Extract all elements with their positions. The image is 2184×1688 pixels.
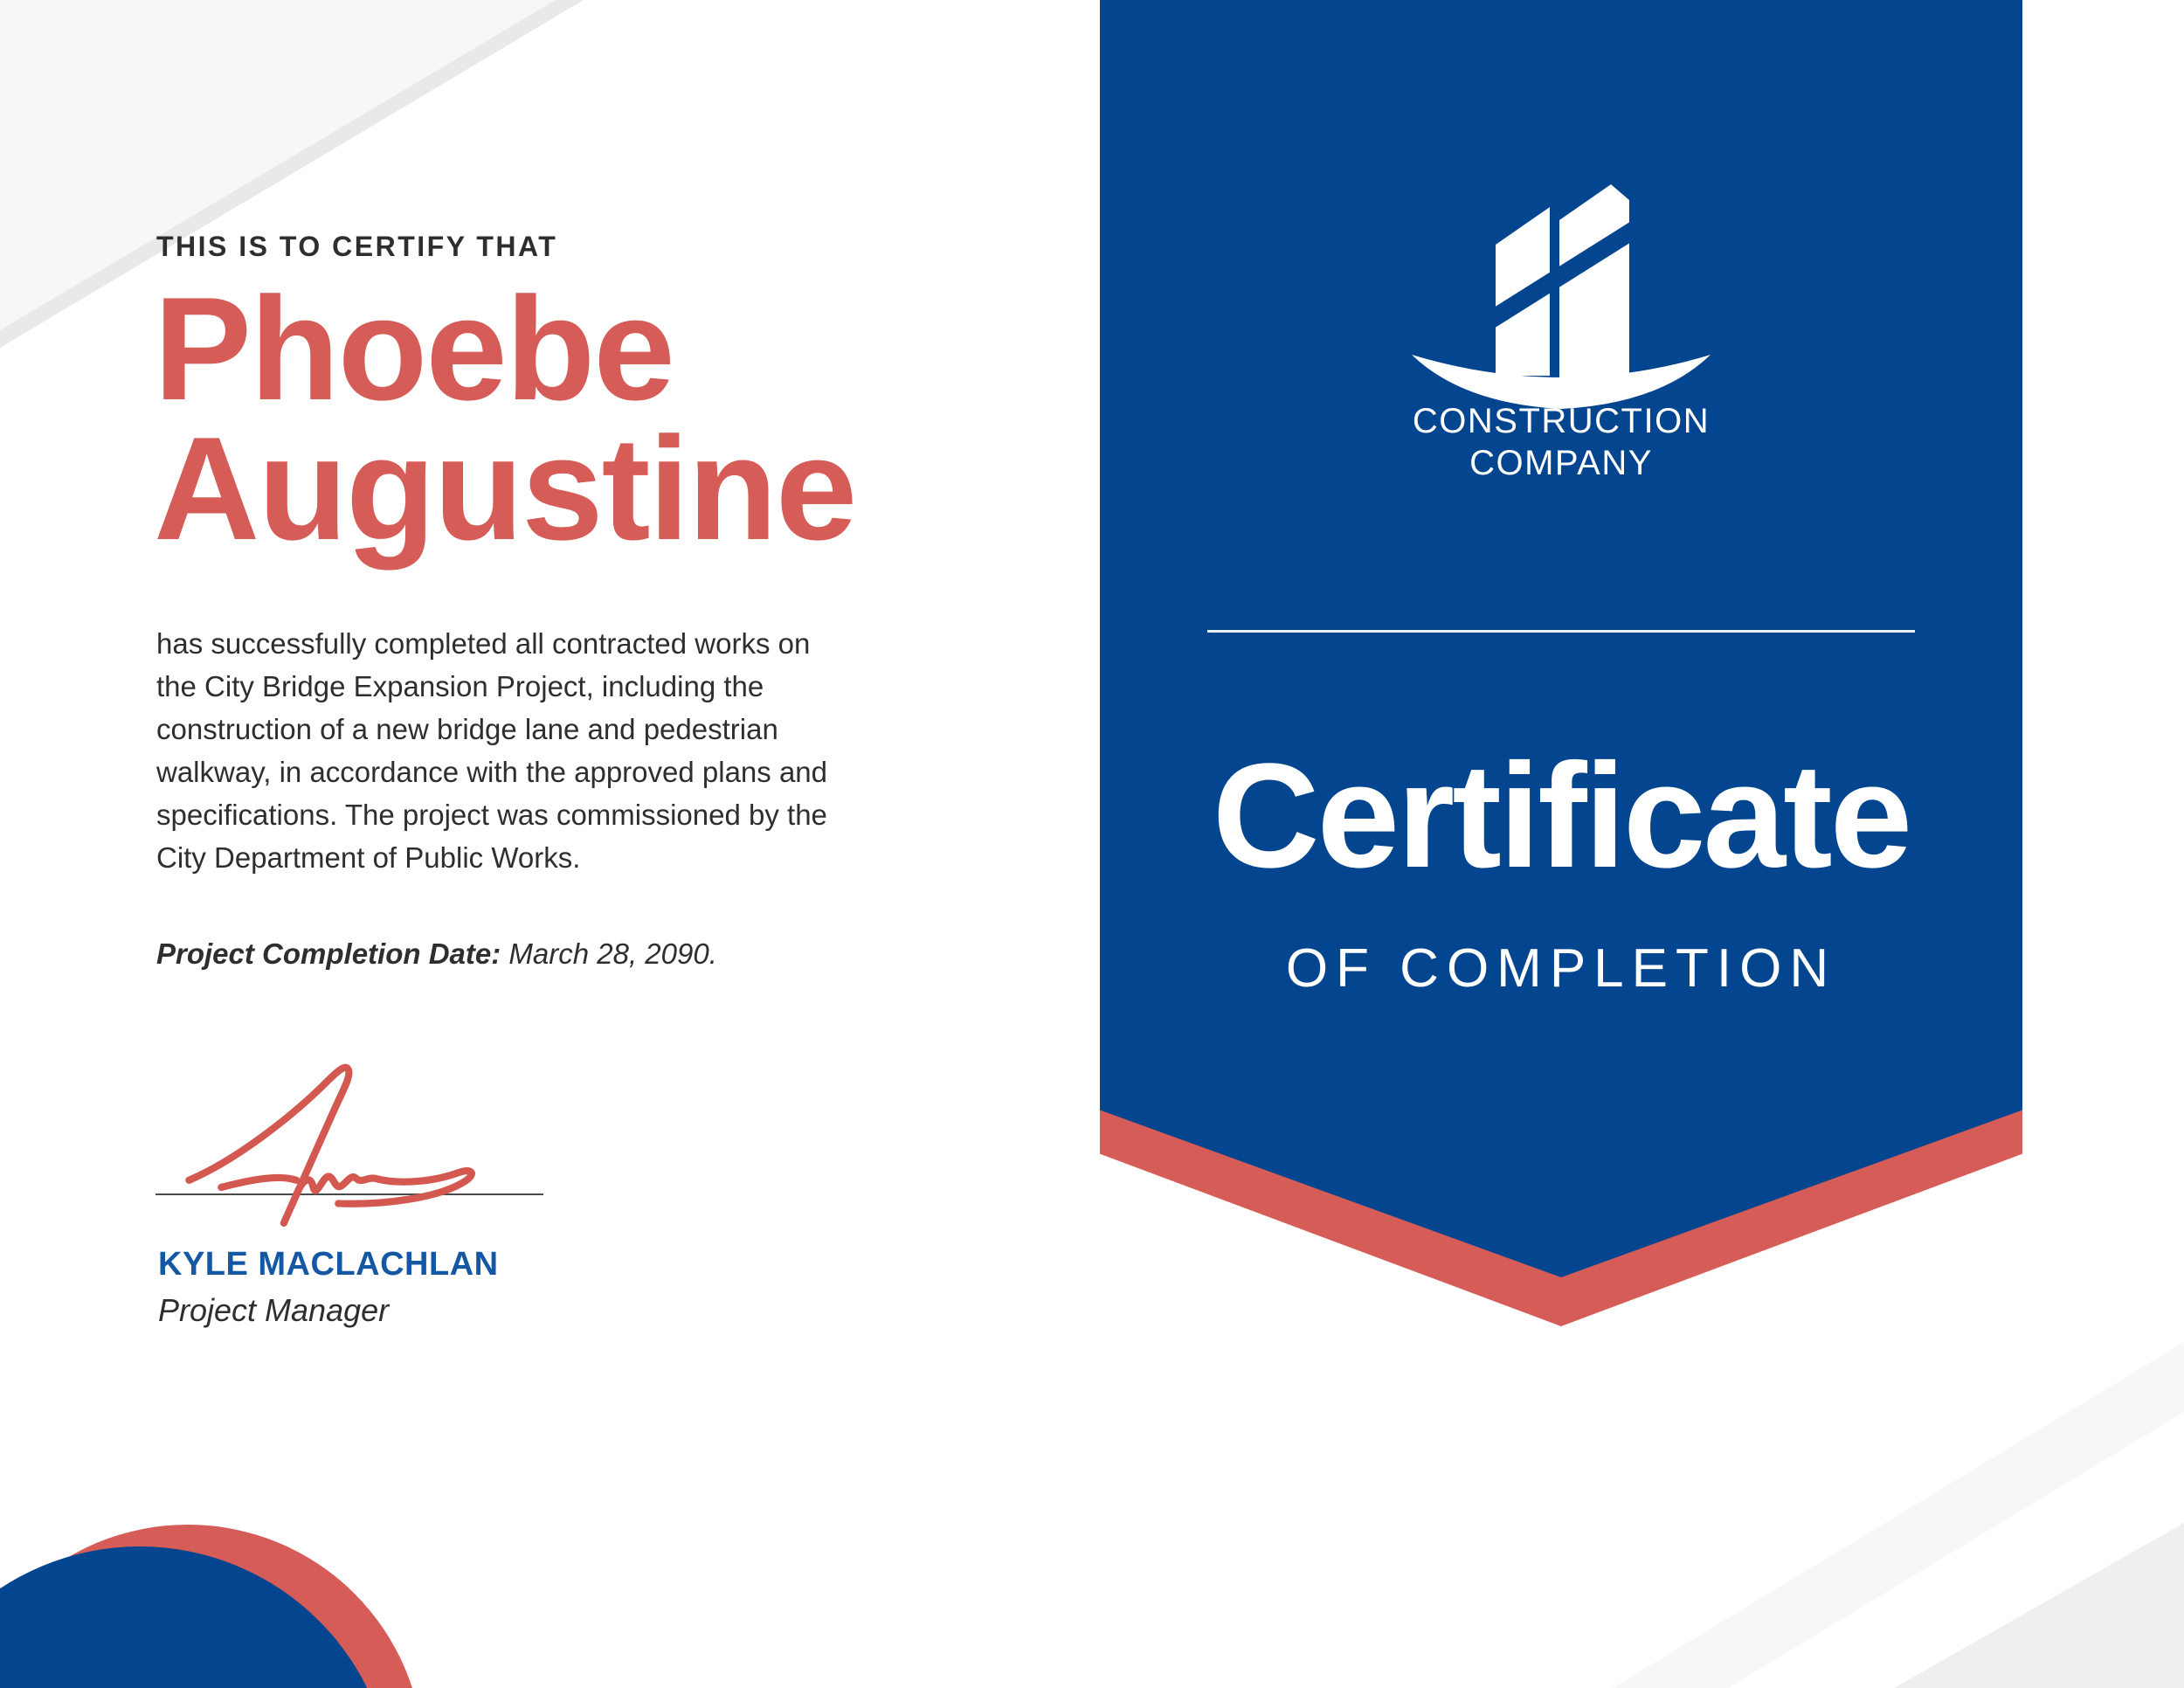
banner-divider (1207, 630, 1915, 633)
body-line: has successfully completed all contracted works on (156, 627, 811, 660)
signatory-name: KYLE MACLACHLAN (158, 1246, 499, 1283)
banner (1100, 0, 2022, 1277)
body-line: the City Bridge Expansion Project, including the (156, 670, 764, 702)
certify-label: THIS IS TO CERTIFY THAT (156, 231, 558, 262)
completion-date (156, 937, 717, 972)
body-line: City Department of Public Works. (156, 841, 581, 874)
body-line: walkway, in accordance with the approved plans and (156, 756, 828, 788)
recipient-name-line1: Phoebe (154, 266, 674, 431)
company-name-line2: COMPANY (1469, 444, 1653, 482)
company-name-line1: CONSTRUCTION (1412, 402, 1711, 440)
recipient-name-line2: Augustine (154, 406, 856, 571)
completion-date-label: Project Completion Date: (156, 937, 501, 970)
signature-graphic (175, 1062, 480, 1236)
completion-date-value: March 28, 2090. (501, 937, 717, 970)
body-line: specifications. The project was commissioned by the (156, 799, 827, 831)
construction-company-logo-icon (1400, 183, 1723, 412)
signatory-title: Project Manager (158, 1292, 390, 1328)
body-paragraph (156, 622, 827, 879)
body-line: construction of a new bridge lane and pedestrian (156, 713, 778, 745)
certificate-title: Certificate (1212, 733, 1911, 899)
certificate-subtitle: OF COMPLETION (1285, 938, 1837, 999)
